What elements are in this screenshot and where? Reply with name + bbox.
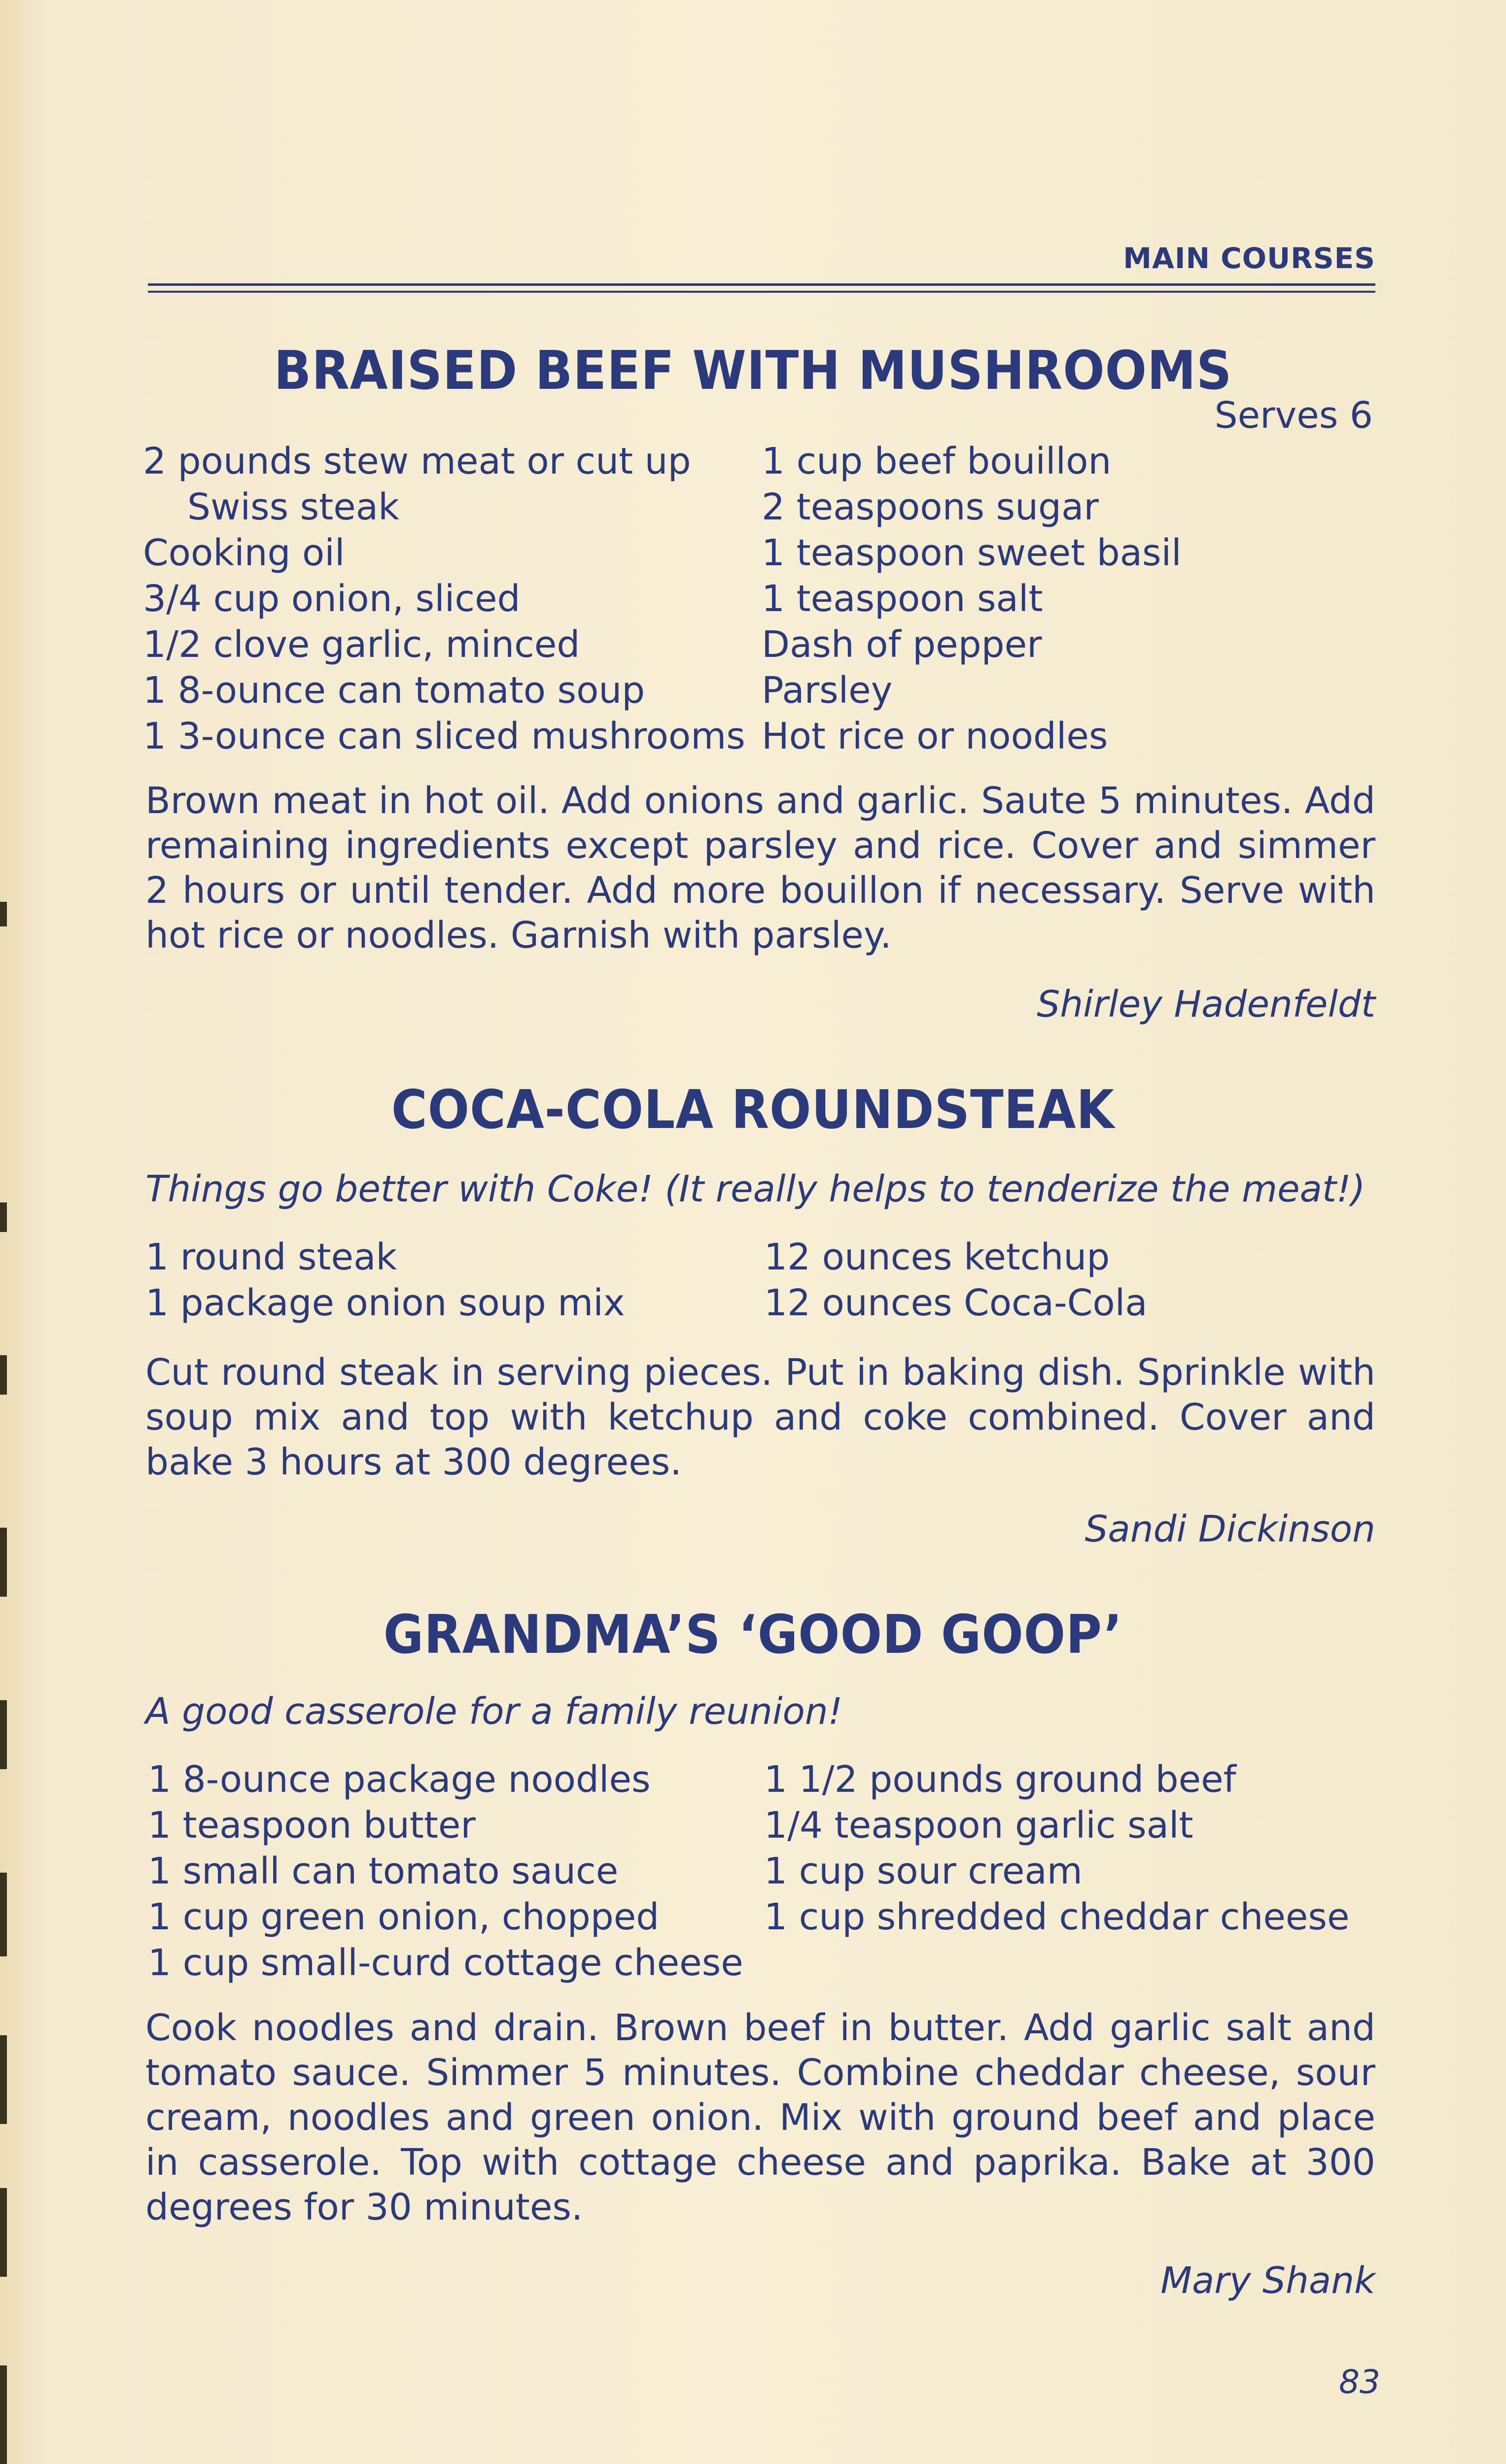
ingredient: 1 round steak xyxy=(145,1236,397,1278)
recipe-directions: Cut round steak in serving pieces. Put in baking dish. Sprinkle with soup mix and top with ketchup and coke combined. Cover and bake 3 hours at 300 degrees. xyxy=(145,1351,1375,1483)
ingredients-right xyxy=(764,1757,1350,1940)
binding-edge-mark xyxy=(0,1202,7,1232)
ingredient: 1 8-ounce package noodles xyxy=(148,1758,651,1801)
recipe-directions: Brown meat in hot oil. Add onions and garlic. Saute 5 minutes. Add remaining ingredients except parsley and rice. Cover and simmer 2 hours or until tender. Add more bouillon if necessary. Serve with hot rice or noodles. Garnish with parsley. xyxy=(145,780,1375,957)
binding-edge-mark xyxy=(0,1355,7,1395)
ingredients-right xyxy=(762,439,1182,759)
ingredient: 1 8-ounce can tomato soup xyxy=(143,669,645,712)
binding-edge-mark xyxy=(0,1873,7,1956)
ingredient: 1/2 clove garlic, minced xyxy=(143,623,580,666)
recipe-title: COCA-COLA ROUNDSTEAK xyxy=(391,1079,1115,1141)
ingredient: Parsley xyxy=(762,669,893,712)
recipe-author: Mary Shank xyxy=(1160,2259,1375,2302)
ingredient: 1 cup shredded cheddar cheese xyxy=(764,1896,1350,1938)
ingredient: Swiss steak xyxy=(187,486,399,528)
recipe-directions: Cook noodles and drain. Brown beef in butter. Add garlic salt and tomato sauce. Simmer 5 minutes. Combine cheddar cheese, sour cream, noodles and green onion. Mix with ground beef and place in casserole. Top with cottage cheese and paprika. Bake at 300 degrees for 30 minutes. xyxy=(145,2007,1375,2228)
binding-edge-mark xyxy=(0,2365,7,2464)
recipe-title: BRAISED BEEF WITH MUSHROOMS xyxy=(274,340,1232,402)
ingredient: 1/4 teaspoon garlic salt xyxy=(764,1804,1193,1847)
ingredient: Hot rice or noodles xyxy=(762,715,1108,757)
recipe-intro: Things go better with Coke! (It really helps to tenderize the meat!) xyxy=(145,1168,1366,1210)
ingredients-left xyxy=(148,1757,743,1986)
ingredient: 1 3-ounce can sliced mushrooms xyxy=(143,715,745,757)
ingredient: 1 teaspoon butter xyxy=(148,1804,476,1847)
binding-edge-mark xyxy=(0,2035,7,2124)
ingredient: 12 ounces Coca-Cola xyxy=(764,1282,1148,1324)
ingredient: 1 cup beef bouillon xyxy=(762,440,1112,482)
recipe-title: GRANDMA’S ‘GOOD GOOP’ xyxy=(383,1604,1123,1666)
ingredient: 12 ounces ketchup xyxy=(764,1236,1110,1278)
ingredient: 3/4 cup onion, sliced xyxy=(143,578,521,620)
serves-count: Serves 6 xyxy=(1214,394,1373,437)
binding-edge-mark xyxy=(0,2188,7,2277)
binding-edge-mark xyxy=(0,1528,7,1597)
ingredients-left xyxy=(145,1234,625,1326)
ingredient: 1 teaspoon sweet basil xyxy=(762,532,1182,574)
ingredient: Dash of pepper xyxy=(762,623,1042,666)
ingredient: 1 cup small-curd cottage cheese xyxy=(148,1942,743,1984)
recipe-author: Sandi Dickinson xyxy=(1085,1508,1375,1550)
ingredients-right xyxy=(764,1234,1148,1326)
binding-edge-mark xyxy=(0,1700,7,1769)
ingredient: 1 package onion soup mix xyxy=(145,1282,625,1324)
ingredient: 1 small can tomato sauce xyxy=(148,1850,619,1892)
ingredient: 1 cup green onion, chopped xyxy=(148,1896,660,1938)
ingredient: 1 1/2 pounds ground beef xyxy=(764,1758,1236,1801)
ingredient: 1 cup sour cream xyxy=(764,1850,1083,1892)
page-number: 83 xyxy=(1339,2363,1380,2401)
ingredient: Cooking oil xyxy=(143,532,345,574)
binding-edge-mark xyxy=(0,902,7,926)
ingredients-left xyxy=(143,439,745,759)
ingredient: 2 pounds stew meat or cut up xyxy=(143,440,691,482)
ingredient: 1 teaspoon salt xyxy=(762,578,1043,620)
ingredient: 2 teaspoons sugar xyxy=(762,486,1099,528)
section-header: MAIN COURSES xyxy=(1123,241,1375,275)
header-rule-bottom xyxy=(148,291,1375,293)
recipe-author: Shirley Hadenfeldt xyxy=(1037,983,1375,1026)
recipe-intro: A good casserole for a family reunion! xyxy=(145,1690,843,1733)
header-rule-top xyxy=(148,283,1375,286)
